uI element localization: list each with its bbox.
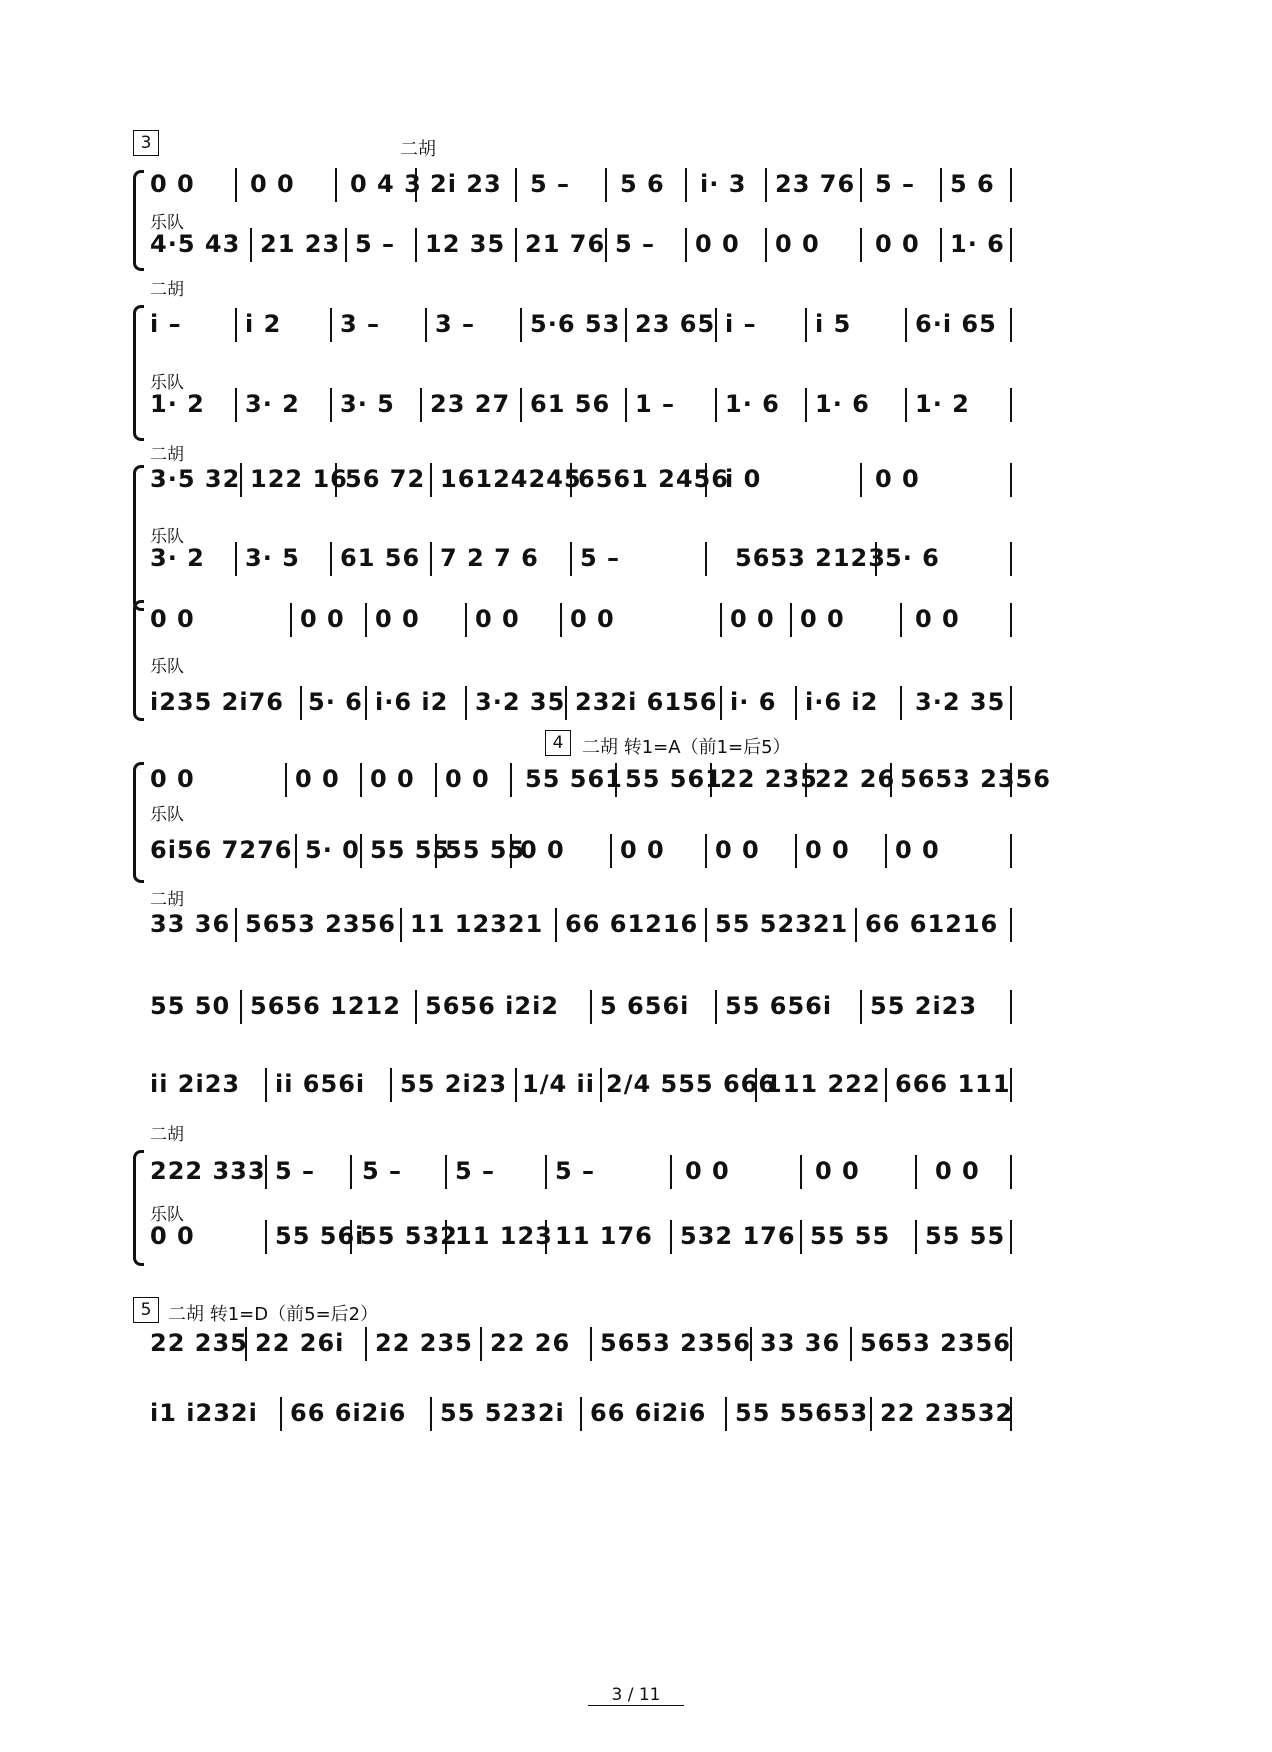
- measure: 3· 2: [150, 544, 205, 572]
- measure: 1 –: [635, 390, 676, 418]
- measure: 0 0: [715, 836, 760, 864]
- system1-band: [150, 228, 1130, 262]
- measure: 5653 2356: [900, 765, 1051, 793]
- measure: 5 6: [620, 170, 665, 198]
- measure: 5 –: [362, 1157, 403, 1185]
- measure: 55 2i23: [400, 1070, 508, 1098]
- measure: 3· 2: [245, 390, 300, 418]
- band-label: 乐队: [150, 213, 184, 233]
- measure: 23 76: [775, 170, 856, 198]
- measure: 3·2 35: [475, 688, 566, 716]
- measure: 16124245: [440, 465, 582, 493]
- erhu-label: 二胡: [150, 890, 184, 910]
- measure: 4·5 43: [150, 230, 241, 258]
- measure: 22 26i: [255, 1329, 345, 1357]
- measure: 11 176: [555, 1222, 653, 1250]
- system-brace: [133, 305, 144, 441]
- band-label: 乐队: [150, 373, 184, 393]
- erhu-label: 二胡: [400, 139, 436, 160]
- measure: 55 2i23: [870, 992, 978, 1020]
- measure: 55 56i: [275, 1222, 365, 1250]
- measure: 0 0: [475, 605, 520, 633]
- measure: 55 55: [370, 836, 451, 864]
- system10-erhu: [150, 1327, 1130, 1361]
- measure: 22 26: [815, 765, 896, 793]
- system4-erhu: [150, 603, 1130, 637]
- measure: 5· 6: [885, 544, 940, 572]
- measure: 5· 0: [305, 836, 360, 864]
- measure: 0 0: [445, 765, 490, 793]
- system2-band: [150, 388, 1130, 422]
- measure: i· 3: [700, 170, 747, 198]
- measure: 55 656i: [725, 992, 833, 1020]
- system3-band: [150, 542, 1130, 576]
- measure: 66 6i2i6: [590, 1399, 707, 1427]
- measure: 21 76: [525, 230, 606, 258]
- measure: ii 656i: [275, 1070, 366, 1098]
- measure: 0 0: [370, 765, 415, 793]
- band-label: 乐队: [150, 1205, 184, 1225]
- measure: 5·6 53: [530, 310, 621, 338]
- measure: 5 –: [875, 170, 916, 198]
- measure: i 2: [245, 310, 282, 338]
- measure: 5· 6: [308, 688, 363, 716]
- system-brace: [133, 465, 144, 611]
- measure: 0 0: [685, 1157, 730, 1185]
- measure: 222 333: [150, 1157, 266, 1185]
- measure: 111 222: [765, 1070, 881, 1098]
- measure: 22 235: [375, 1329, 473, 1357]
- measure: 22 26: [490, 1329, 571, 1357]
- measure: 55 55: [810, 1222, 891, 1250]
- measure: 55 50: [150, 992, 231, 1020]
- measure: 3·2 35: [915, 688, 1006, 716]
- system9-erhu: [150, 1155, 1130, 1189]
- measure: 0 0: [875, 230, 920, 258]
- measure: 66 61216: [865, 910, 999, 938]
- measure: 3· 5: [340, 390, 395, 418]
- measure: i·6 i2: [805, 688, 879, 716]
- measure: 11 123: [455, 1222, 553, 1250]
- measure: 3·5 32: [150, 465, 241, 493]
- measure: 532 176: [680, 1222, 796, 1250]
- measure: 6·i 65: [915, 310, 997, 338]
- measure: 5656 i2i2: [425, 992, 560, 1020]
- measure: 33 36: [760, 1329, 841, 1357]
- measure: 5653 2123: [735, 544, 886, 572]
- measure: 5 –: [275, 1157, 316, 1185]
- measure: 5653 2356: [600, 1329, 751, 1357]
- measure: 33 36: [150, 910, 231, 938]
- measure: i 5: [815, 310, 852, 338]
- band-label: 乐队: [150, 805, 184, 825]
- erhu-label: 二胡: [150, 445, 184, 465]
- measure: 23 65: [635, 310, 716, 338]
- measure: 0 0: [875, 465, 920, 493]
- measure: 1· 6: [950, 230, 1005, 258]
- measure: 1· 6: [725, 390, 780, 418]
- rehearsal-mark-3: 3: [133, 130, 159, 156]
- measure: 5 –: [555, 1157, 596, 1185]
- band-label: 乐队: [150, 657, 184, 677]
- system11-erhu: [150, 1397, 1130, 1431]
- measure: 1/4 ii: [522, 1070, 595, 1098]
- measure: 5 –: [455, 1157, 496, 1185]
- measure: i235 2i76: [150, 688, 285, 716]
- measure: 0 0: [805, 836, 850, 864]
- measure: 22 235: [720, 765, 818, 793]
- measure: 0 0: [815, 1157, 860, 1185]
- measure: 0 0: [150, 1222, 195, 1250]
- measure: 1· 2: [150, 390, 205, 418]
- system3-erhu: [150, 463, 1130, 497]
- measure: 7 2 7 6: [440, 544, 539, 572]
- system5-band: [150, 834, 1130, 868]
- measure: 5 656i: [600, 992, 690, 1020]
- measure: 55 52321: [715, 910, 849, 938]
- measure: 1· 6: [815, 390, 870, 418]
- measure: 23 27: [430, 390, 511, 418]
- measure: 55 561: [525, 765, 623, 793]
- measure: 5656 1212: [250, 992, 401, 1020]
- measure: 0 0: [620, 836, 665, 864]
- measure: 0 0: [935, 1157, 980, 1185]
- system-brace: [133, 1150, 144, 1266]
- system-brace: [133, 170, 144, 271]
- measure: 0 4 3: [350, 170, 422, 198]
- measure: 61 56: [340, 544, 421, 572]
- measure: i –: [150, 310, 182, 338]
- system-brace: [133, 762, 144, 883]
- measure: 5 –: [355, 230, 396, 258]
- measure: 5 –: [615, 230, 656, 258]
- measure: 2i 23: [430, 170, 502, 198]
- measure: 0 0: [895, 836, 940, 864]
- measure: 66 61216: [565, 910, 699, 938]
- measure: 3 –: [435, 310, 476, 338]
- measure: 5653 2356: [245, 910, 396, 938]
- measure: 0 0: [375, 605, 420, 633]
- measure: 0 0: [800, 605, 845, 633]
- measure: 0 0: [730, 605, 775, 633]
- measure: 0 0: [915, 605, 960, 633]
- system8-erhu: [150, 1068, 1130, 1102]
- erhu-label: 二胡: [150, 280, 184, 300]
- measure: i –: [725, 310, 757, 338]
- page-number: [0, 1685, 1272, 1705]
- measure: 666 111: [895, 1070, 1011, 1098]
- measure: 232i 6156: [575, 688, 718, 716]
- system2-erhu: [150, 308, 1130, 342]
- measure: 22 235: [150, 1329, 248, 1357]
- measure: 55 561: [625, 765, 723, 793]
- measure: ii 2i23: [150, 1070, 241, 1098]
- measure: 2/4 555 666: [606, 1070, 777, 1098]
- measure: 22 23532: [880, 1399, 1014, 1427]
- measure: 55 55653: [735, 1399, 869, 1427]
- measure: 5 –: [580, 544, 621, 572]
- measure: 0 0: [150, 765, 195, 793]
- system-brace: [133, 600, 144, 721]
- system9-band: [150, 1220, 1130, 1254]
- measure: 0 0: [250, 170, 295, 198]
- measure: i1 i232i: [150, 1399, 258, 1427]
- measure: 1· 2: [915, 390, 970, 418]
- rehearsal-mark-5: 5: [133, 1297, 159, 1323]
- measure: 21 23: [260, 230, 341, 258]
- measure: 66 6i2i6: [290, 1399, 407, 1427]
- measure: 55 532: [360, 1222, 458, 1250]
- measure: 61 56: [530, 390, 611, 418]
- system6-erhu: [150, 908, 1130, 942]
- measure: 3 –: [340, 310, 381, 338]
- measure: 122 16: [250, 465, 348, 493]
- measure: 56 72: [345, 465, 426, 493]
- measure: 5 –: [530, 170, 571, 198]
- band-label: 乐队: [150, 527, 184, 547]
- measure: 11 12321: [410, 910, 544, 938]
- measure: 3· 5: [245, 544, 300, 572]
- page-number-text: 3 / 11: [588, 1685, 685, 1706]
- section5-header: 二胡 转1=D（前5=后2）: [168, 1304, 379, 1325]
- measure: 6561 2456: [578, 465, 729, 493]
- measure: 6i56 7276: [150, 836, 293, 864]
- measure: 12 35: [425, 230, 506, 258]
- measure: 0 0: [150, 170, 195, 198]
- measure: 55 55: [925, 1222, 1006, 1250]
- measure: 0 0: [295, 765, 340, 793]
- system4-band: [150, 686, 1130, 720]
- measure: 55 55: [445, 836, 526, 864]
- system5-erhu: [150, 763, 1130, 797]
- measure: 55 5232i: [440, 1399, 565, 1427]
- measure: 0 0: [520, 836, 565, 864]
- system1-erhu: [150, 168, 1130, 202]
- measure: i 0: [725, 465, 762, 493]
- measure: 0 0: [150, 605, 195, 633]
- measure: 0 0: [300, 605, 345, 633]
- measure: 0 0: [775, 230, 820, 258]
- measure: 5 6: [950, 170, 995, 198]
- measure: i·6 i2: [375, 688, 449, 716]
- rehearsal-mark-4: 4: [545, 730, 571, 756]
- section4-header: 二胡 转1=A（前1=后5）: [582, 737, 791, 758]
- measure: 5653 2356: [860, 1329, 1011, 1357]
- system7-erhu: [150, 990, 1130, 1024]
- measure: 0 0: [695, 230, 740, 258]
- measure: i· 6: [730, 688, 777, 716]
- erhu-label: 二胡: [150, 1125, 184, 1145]
- measure: 0 0: [570, 605, 615, 633]
